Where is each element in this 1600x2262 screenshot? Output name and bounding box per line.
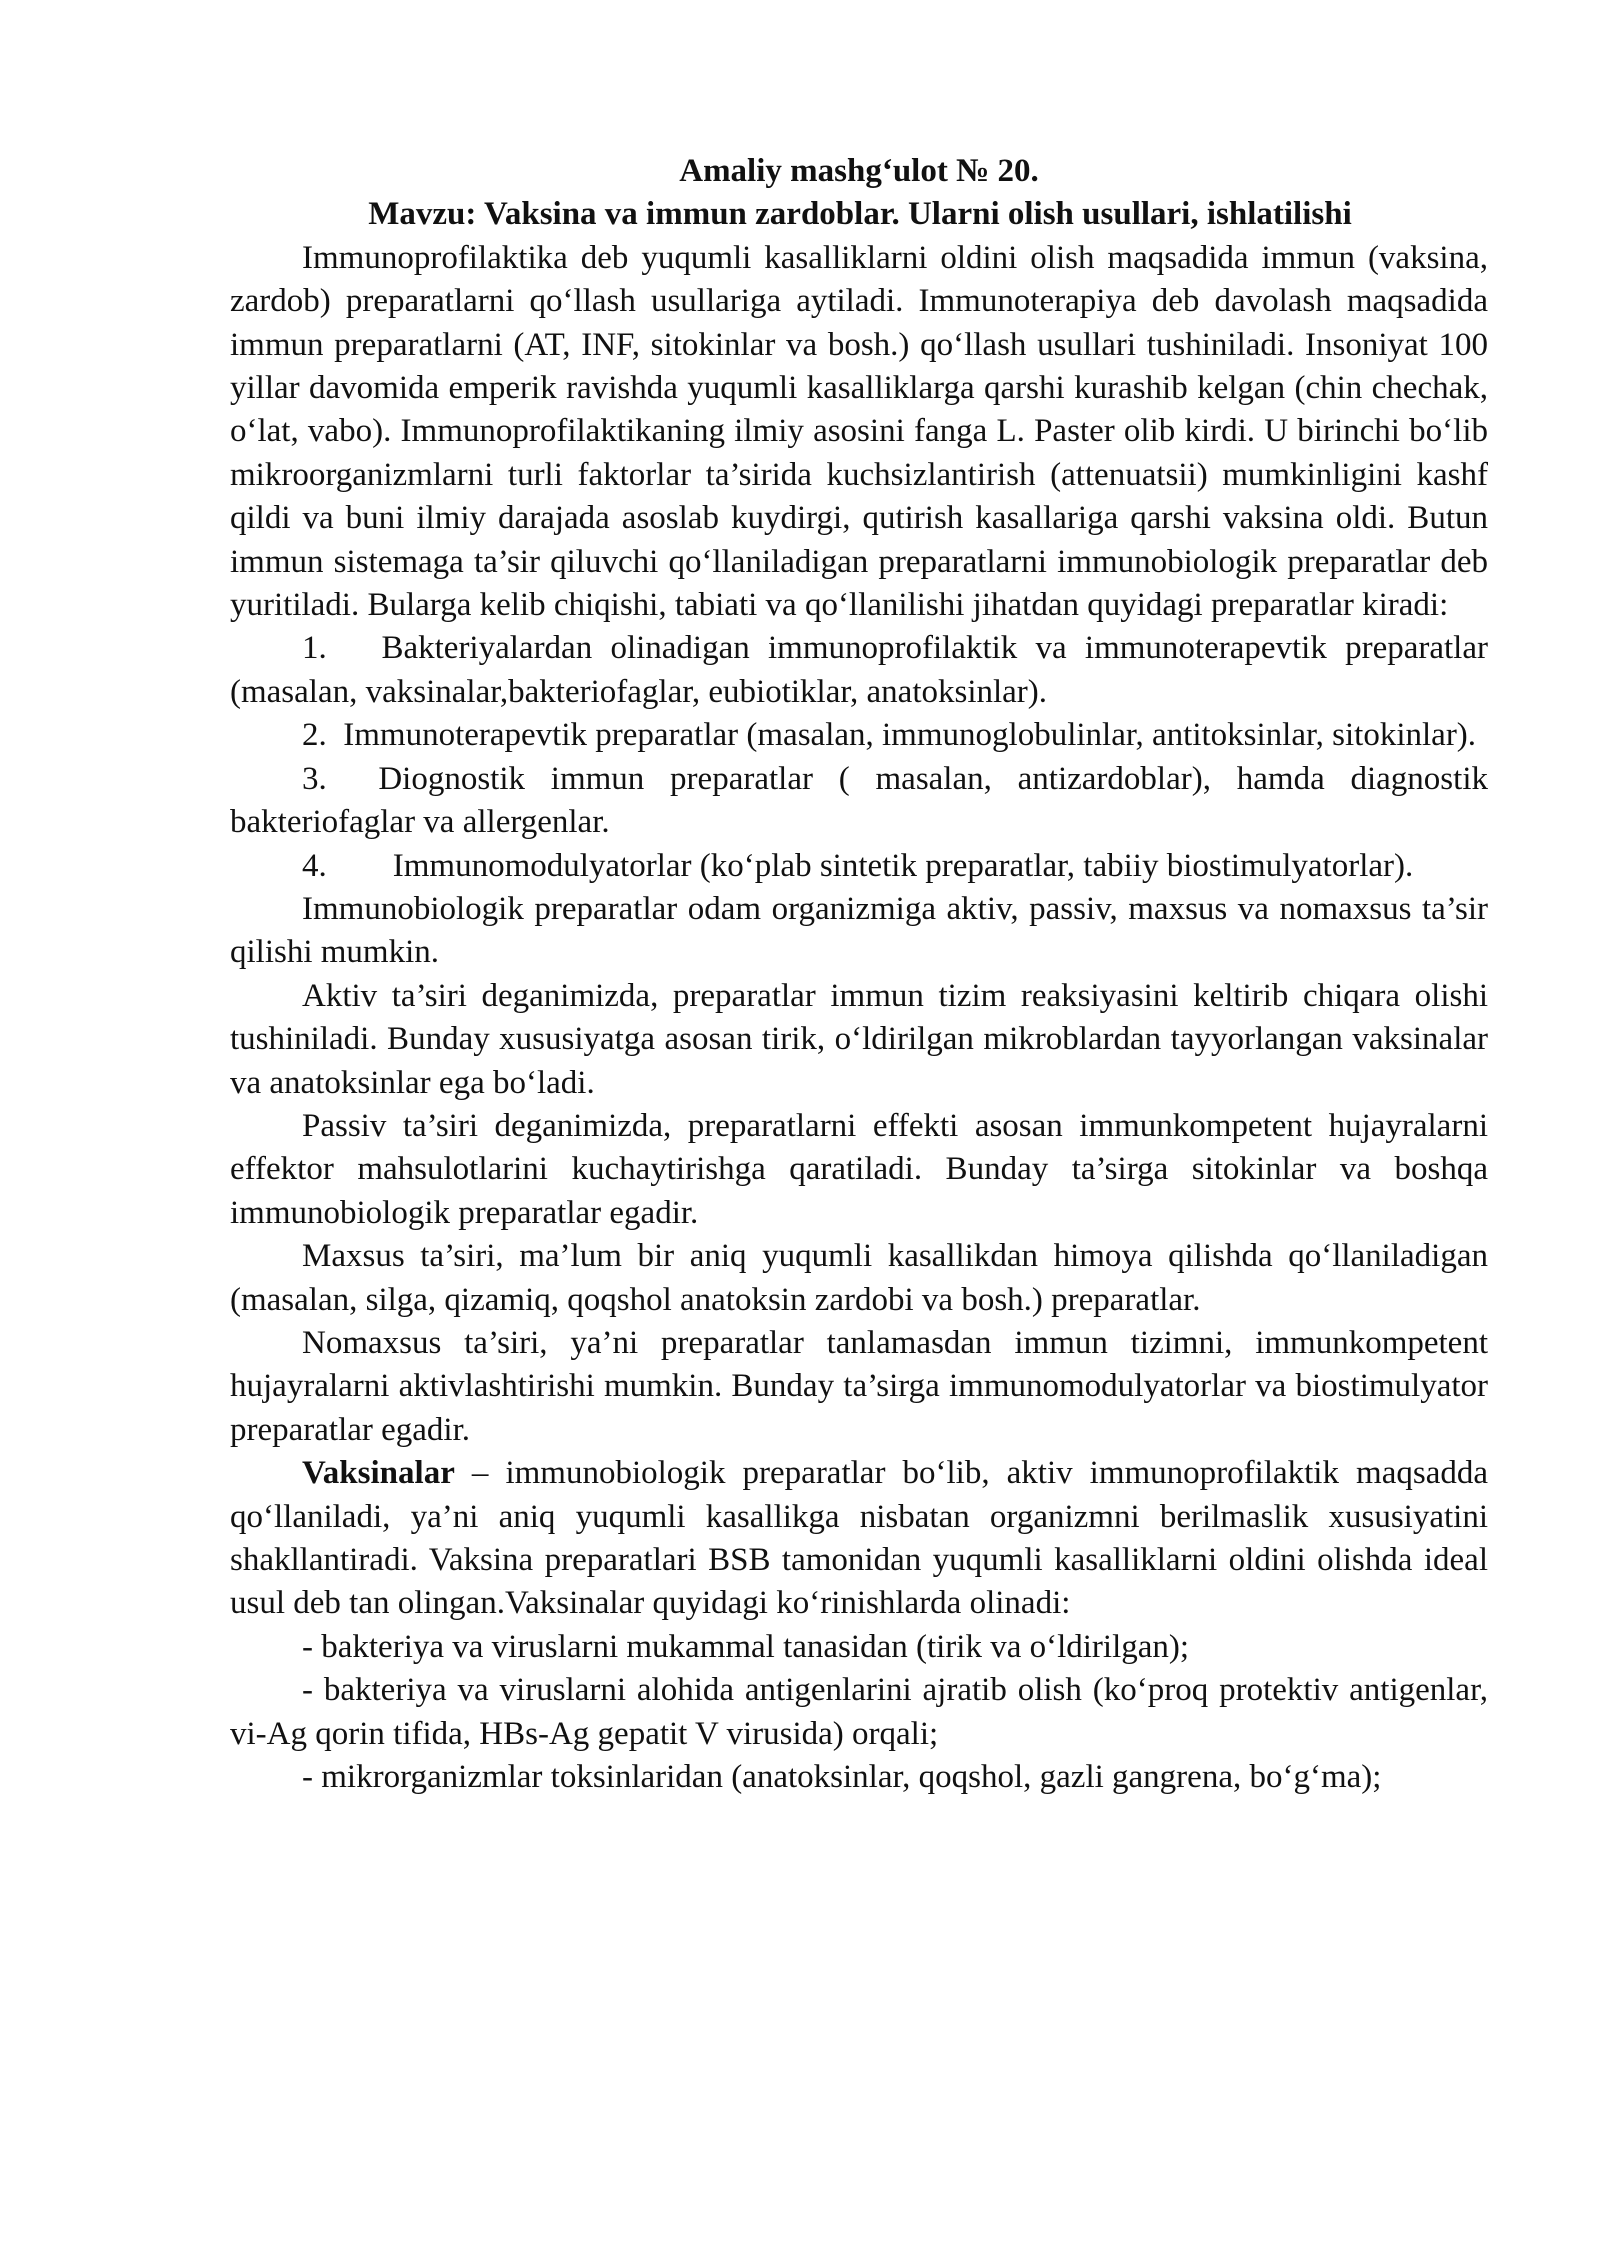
vaccine-source-item: - bakteriya va viruslarni mukammal tanasidan (tirik va o‘ldirilgan);: [302, 1628, 1190, 1665]
vaccines-paragraph: [230, 1452, 1488, 1626]
effects-paragraph: Immunobiologik preparatlar odam organizmiga aktiv, passiv, maxsus va nomaxsus ta’sir qilishi mumkin.: [230, 890, 1488, 971]
active-effect-paragraph: Aktiv ta’siri deganimizda, preparatlar immun tizim reaksiyasini keltirib chiqara olishi tushiniladi. Bunday xususiyatga asosan tirik, o‘ldirilgan mikroblardan tayyorlangan vaksinalar va anatoksinlar ega bo‘ladi.: [230, 977, 1488, 1101]
list-item: 4. Immunomodulyatorlar (ko‘plab sintetik preparatlar, tabiiy biostimulyatorlar).: [302, 847, 1414, 884]
list-item: 3. Diognostik immun preparatlar ( masalan, antizardoblar), hamda diagnostik bakteriofaglar va allergenlar.: [230, 760, 1488, 841]
vaccines-term: Vaksinalar: [302, 1455, 455, 1492]
vaccine-source-item: - bakteriya va viruslarni alohida antigenlarini ajratib olish (ko‘proq protektiv antigenlar, vi-Ag qorin tifida, HBs-Ag gepatit V virusida) orqali;: [230, 1672, 1488, 1752]
intro-paragraph: Immunoprofilaktika deb yuqumli kasalliklarni oldini olish maqsadida immun (vaksina, zardob) preparatlarni qo‘llash usullariga aytiladi. Immunoterapiya deb davolash maqsadida immun preparatlarni (AT, INF, sitokinlar va bosh.) qo‘llash usullari tushiniladi. Insoniyat 100 yillar davomida emperik ravishda yuqumli kasalliklarga qarshi kurashib kelgan (chin chechak, o‘lat, vabo). Immunoprofilaktikaning ilmiy asosini fanga L. Paster olib kirdi. U birinchi bo‘lib mikroorganizmlarni turli faktorlar ta’sirida kuchsizlantirish (attenuatsii) mumkinligini kashf qildi va buni ilmiy darajada asoslab kuydirgi, qutirish kasallariga qarshi vaksina oldi. Butun immun sistemaga ta’sir qiluvchi qo‘llaniladigan preparatlarni immunobiologik preparatlar deb yuritiladi. Bularga kelib chiqishi, tabiati va qo‘llanilishi jihatdan quyidagi preparatlar kiradi:: [230, 239, 1488, 624]
list-item: 2. Immunoterapevtik preparatlar (masalan, immunoglobulinlar, antitoksinlar, sitokinlar).: [302, 717, 1477, 754]
vaccines-definition: – immunobiologik preparatlar bo‘lib, aktiv immunoprofilaktik maqsadda qo‘llaniladi, ya’ni aniq yuqumli kasallikga nisbatan organizmni berilmaslik xususiyatini shakllantiradi. Vaksina preparatlari BSB tamonidan yuqumli kasalliklarni oldini olishda ideal usul deb tan olingan.Vaksinalar quyidagi ko‘rinishlarda olinadi:: [230, 1455, 1488, 1622]
page-subtitle: Mavzu: Vaksina va immun zardoblar. Ularni olish usullari, ishlatilishi: [368, 196, 1352, 233]
page-title: Amaliy mashg‘ulot № 20.: [679, 153, 1039, 189]
nonspecific-effect-paragraph: Nomaxsus ta’siri, ya’ni preparatlar tanlamasdan immun tizimni, immunkompetent hujayralarni aktivlashtirishi mumkin. Bunday ta’sirga immunomodulyatorlar va biostimulyator preparatlar egadir.: [230, 1324, 1488, 1448]
specific-effect-paragraph: Maxsus ta’siri, ma’lum bir aniq yuqumli kasallikdan himoya qilishda qo‘llaniladigan (masalan, silga, qizamiq, qoqshol anatoksin zardobi va bosh.) preparatlar.: [230, 1238, 1488, 1318]
passive-effect-paragraph: Passiv ta’siri deganimizda, preparatlarni effekti asosan immunkompetent hujayralarni effektor mahsulotlarini kuchaytirishga qaratiladi. Bunday ta’sirga sitokinlar va boshqa immunobiologik preparatlar egadir.: [230, 1107, 1488, 1231]
vaccine-source-item: - mikrorganizmlar toksinlaridan (anatoksinlar, qoqshol, gazli gangrena, bo‘g‘ma);: [302, 1759, 1382, 1796]
list-item: 1. Bakteriyalardan olinadigan immunoprofilaktik va immunoterapevtik preparatlar (masalan, vaksinalar,bakteriofaglar, eubiotiklar, anatoksinlar).: [230, 630, 1488, 710]
